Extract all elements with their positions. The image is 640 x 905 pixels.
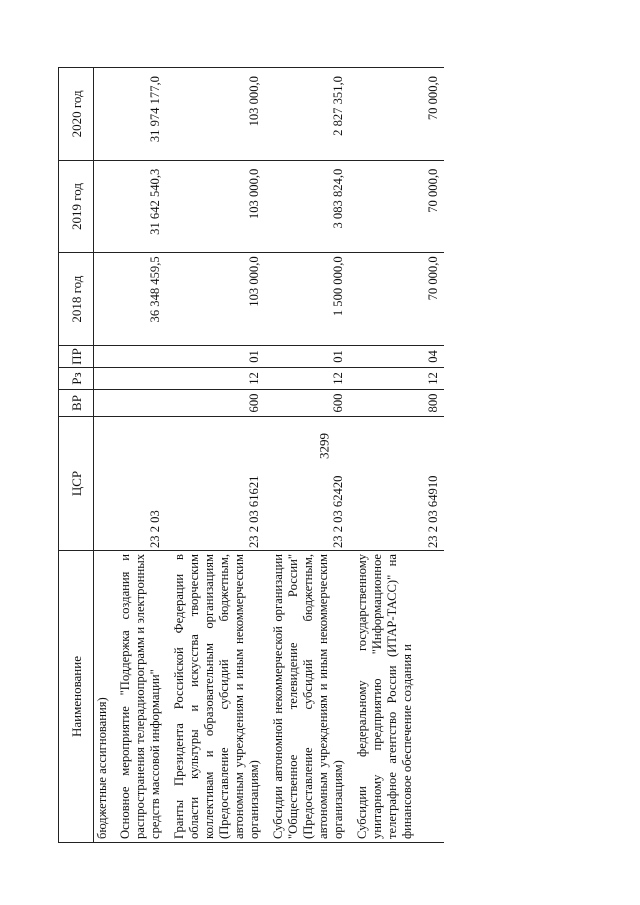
row-name: Основное мероприятие "Поддержка создания и распространения телерадиопрограмм и электронных средств массовой информации" bbox=[112, 551, 166, 843]
row-csr bbox=[94, 417, 113, 551]
row-2019 bbox=[94, 160, 113, 253]
table-row bbox=[112, 68, 166, 843]
table-row bbox=[265, 68, 349, 843]
row-name: бюджетные ассигнования) bbox=[94, 551, 113, 843]
header-vr: ВР bbox=[59, 390, 94, 417]
row-pr bbox=[112, 346, 166, 368]
row-2018: 1 500 000,0 bbox=[265, 253, 349, 346]
row-rz: 12 bbox=[166, 368, 265, 390]
header-2020: 2020 год bbox=[59, 68, 94, 161]
row-vr bbox=[94, 390, 113, 417]
row-2019: 103 000,0 bbox=[166, 160, 265, 253]
row-csr: 23 2 03 bbox=[112, 417, 166, 551]
row-2018: 103 000,0 bbox=[166, 253, 265, 346]
row-pr: 01 bbox=[265, 346, 349, 368]
table-header-row bbox=[59, 68, 94, 843]
row-vr: 600 bbox=[166, 390, 265, 417]
header-csr: ЦСР bbox=[59, 417, 94, 551]
row-csr: 23 2 03 61621 bbox=[166, 417, 265, 551]
table-row bbox=[349, 68, 444, 843]
header-2019: 2019 год bbox=[59, 160, 94, 253]
row-csr: 23 2 03 62420 bbox=[265, 417, 349, 551]
row-2020: 70 000,0 bbox=[349, 68, 444, 161]
table-rotated-container bbox=[58, 68, 603, 843]
header-name: Наименование bbox=[59, 551, 94, 843]
row-2020: 31 974 177,0 bbox=[112, 68, 166, 161]
row-pr bbox=[94, 346, 113, 368]
row-name: Субсидии автономной некоммерческой организации "Общественное телевидение России" (Предоставление субсидий бюджетным, автономным учреждениям и иным некоммерческим организациям) bbox=[265, 551, 349, 843]
budget-table bbox=[58, 67, 444, 843]
row-pr: 04 bbox=[349, 346, 444, 368]
page-number: 3299 bbox=[316, 433, 332, 459]
row-2020: 103 000,0 bbox=[166, 68, 265, 161]
row-name: Гранты Президента Российской Федерации в области культуры и искусства творческим коллективам и образовательным организациям (Предоставление субсидий бюджетным, автономным учреждениям и иным некоммерческим организациям) bbox=[166, 551, 265, 843]
row-2020 bbox=[94, 68, 113, 161]
row-2019: 70 000,0 bbox=[349, 160, 444, 253]
row-csr: 23 2 03 64910 bbox=[349, 417, 444, 551]
row-rz: 12 bbox=[349, 368, 444, 390]
header-pr: ПР bbox=[59, 346, 94, 368]
header-rz: Рз bbox=[59, 368, 94, 390]
row-vr: 600 bbox=[265, 390, 349, 417]
table-row bbox=[94, 68, 113, 843]
row-2020: 2 827 351,0 bbox=[265, 68, 349, 161]
row-rz bbox=[94, 368, 113, 390]
row-rz: 12 bbox=[265, 368, 349, 390]
row-name: Субсидии федеральному государственному унитарному предприятию "Информационное телеграфное агентство России (ИТАР-ТАСС)" на финансовое обеспечение создания и bbox=[349, 551, 444, 843]
header-2018: 2018 год bbox=[59, 253, 94, 346]
row-2018: 36 348 459,5 bbox=[112, 253, 166, 346]
row-vr bbox=[112, 390, 166, 417]
row-2018: 70 000,0 bbox=[349, 253, 444, 346]
row-2018 bbox=[94, 253, 113, 346]
table-row bbox=[166, 68, 265, 843]
row-2019: 3 083 824,0 bbox=[265, 160, 349, 253]
row-pr: 01 bbox=[166, 346, 265, 368]
row-vr: 800 bbox=[349, 390, 444, 417]
row-rz bbox=[112, 368, 166, 390]
row-2019: 31 642 540,3 bbox=[112, 160, 166, 253]
